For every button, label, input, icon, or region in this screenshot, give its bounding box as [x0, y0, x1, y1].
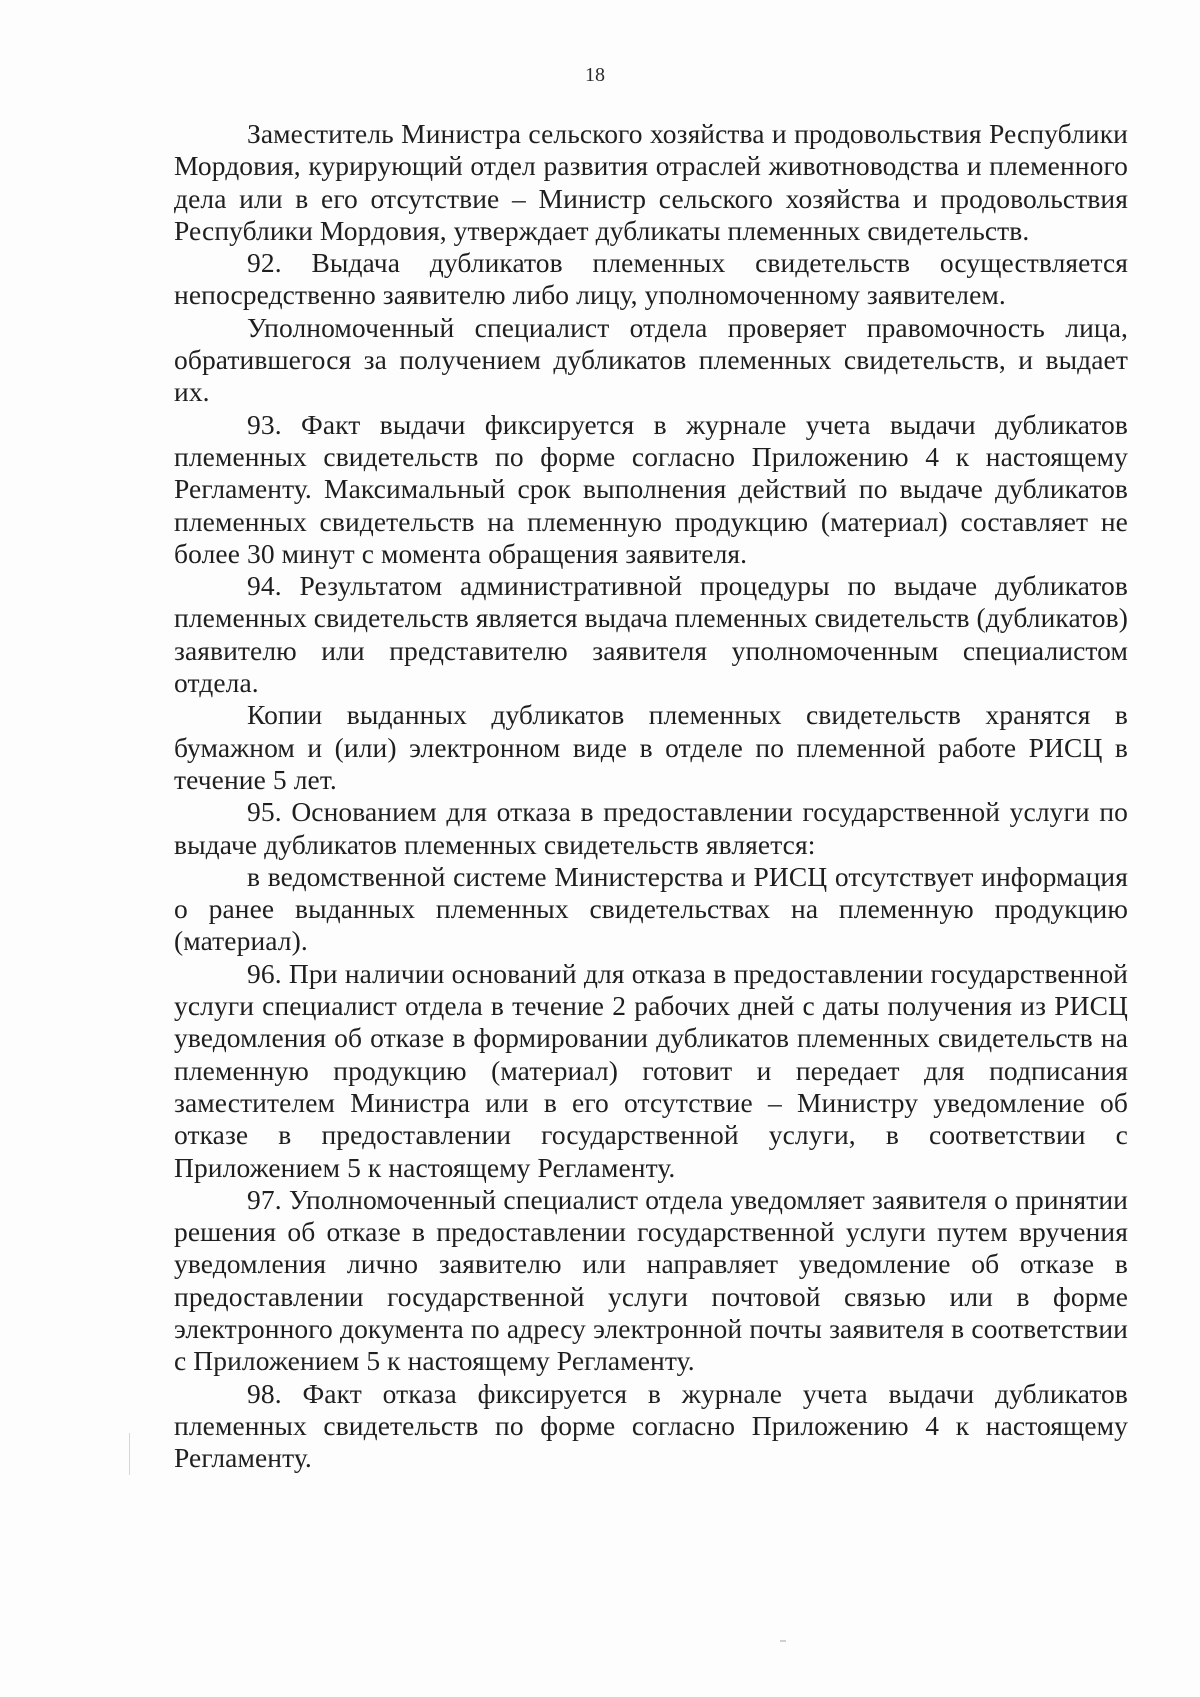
- paragraph-97: 97. Уполномоченный специалист отдела уведомляет заявителя о принятии решения об отказе в предоставлении государственной услуги путем вручения уведомления лично заявителю или направляет уведомление об отказе в предоставлении государственной услуги почтовой связью или в форме электронного документа по адресу электронной почты заявителя в соответствии с Приложением 5 к настоящему Регламенту.: [174, 1183, 1128, 1377]
- paragraph-94: 94. Результатом административной процедуры по выдаче дубликатов племенных свидетельств является выдача племенных свидетельств (дубликатов) заявителю или представителю заявителя уполномоченным специалистом отдела.: [174, 570, 1129, 699]
- paragraph-93: 93. Факт выдачи фиксируется в журнале учета выдачи дубликатов племенных свидетельств по форме согласно Приложению 4 к настоящему Регламенту. Максимальный срок выполнения действий по выдаче дубликатов племенных свидетельств на племенную продукцию (материал) составляет не более 30 минут с момента обращения заявителя.: [174, 408, 1128, 569]
- scan-margin-mark: [129, 1433, 130, 1475]
- paragraph-98: 98. Факт отказа фиксируется в журнале учета выдачи дубликатов племенных свидетельств по форме согласно Приложению 4 к настоящему Регламенту.: [174, 1377, 1128, 1474]
- page-number: 18: [585, 64, 605, 86]
- paragraph-92: 92. Выдача дубликатов племенных свидетельств осуществляется непосредственно заявителю либо лицу, уполномоченному заявителем.: [174, 247, 1128, 311]
- paragraph-authorized-specialist: Уполномоченный специалист отдела проверяет правомочность лица, обратившегося за получением дубликатов племенных свидетельств, и выдает их.: [174, 311, 1128, 408]
- paragraph-96: 96. При наличии оснований для отказа в предоставлении государственной услуги специалист отдела в течение 2 рабочих дней с даты получения из РИСЦ уведомления об отказе в формировании дубликатов племенных свидетельств на племенную продукцию (материал) готовит и передает для подписания заместителем Министра или в его отсутствие – Министру уведомление об отказе в предоставлении государственной услуги, в соответствии с Приложением 5 к настоящему Регламенту.: [174, 957, 1128, 1183]
- paragraph-copies-storage: Копии выданных дубликатов племенных свидетельств хранятся в бумажном и (или) электронном виде в отделе по племенной работе РИСЦ в течение 5 лет.: [174, 699, 1128, 795]
- scan-speck: [780, 1640, 786, 1642]
- document-body: [174, 118, 1128, 1474]
- paragraph-refusal-basis: в ведомственной системе Министерства и РИСЦ отсутствует информация о ранее выданных племенных свидетельствах на племенную продукцию (материал).: [174, 860, 1128, 957]
- paragraph-deputy-minister: Заместитель Министра сельского хозяйства и продовольствия Республики Мордовия, курирующий отдел развития отраслей животноводства и племенного дела или в его отсутствие – Министр сельского хозяйства и продовольствия Республики Мордовия, утверждает дубликаты племенных свидетельств.: [174, 118, 1128, 246]
- paragraph-95: 95. Основанием для отказа в предоставлении государственной услуги по выдаче дубликатов племенных свидетельств является:: [174, 796, 1128, 860]
